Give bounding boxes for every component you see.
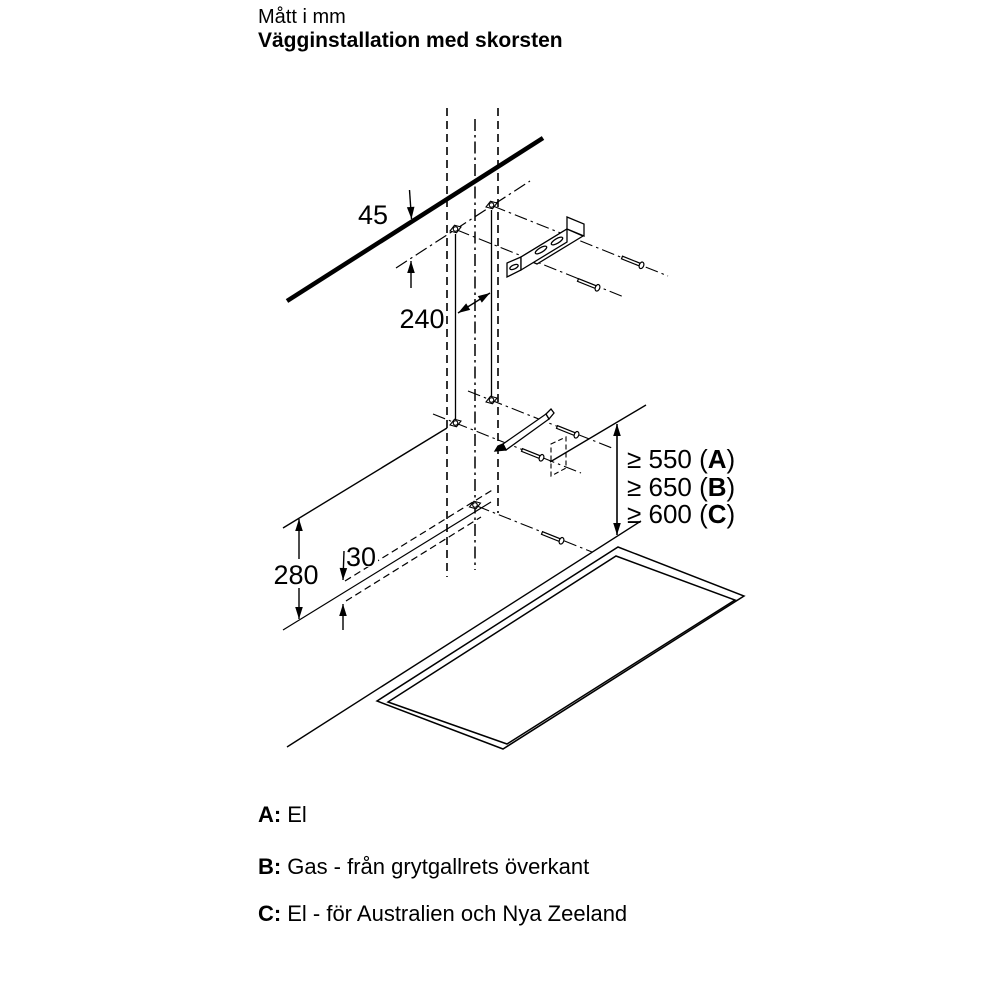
counter-line	[287, 521, 641, 747]
clearance-a-label: ≥ 550 (A)	[627, 444, 736, 474]
dimension-280	[271, 519, 322, 619]
dim-30-label: 30	[345, 542, 377, 572]
dim-240-label: 240	[399, 304, 445, 334]
units-note: Mått i mm	[258, 6, 346, 28]
legend-key-a: A:	[258, 802, 282, 827]
clearance-b-label: ≥ 650 (B)	[627, 472, 736, 502]
legend-text-c: El - för Australien och Nya Zeeland	[287, 901, 628, 926]
legend-item-a	[258, 802, 307, 828]
hood-edge-lines	[283, 428, 494, 630]
hood-bracket	[495, 409, 554, 451]
clearance-c-label: ≥ 600 (C)	[627, 499, 736, 529]
chimney-bracket	[507, 217, 584, 277]
legend-key-b: B:	[258, 854, 282, 879]
legend-item-b	[258, 854, 589, 880]
dimension-240	[399, 293, 490, 334]
dim-280-label: 280	[273, 560, 319, 590]
wall-marking-line	[287, 138, 543, 301]
drill-holes	[450, 201, 497, 509]
dimension-clearance	[617, 424, 735, 535]
dim-45-label: 45	[357, 200, 389, 230]
dimension-30	[343, 540, 378, 630]
legend-key-c: C:	[258, 901, 282, 926]
legend-text-a: El	[287, 802, 307, 827]
legend-text-b: Gas - från grytgallrets överkant	[287, 854, 590, 879]
upper-holes-centerline	[396, 181, 530, 268]
hob-outline	[377, 547, 744, 749]
legend-item-c	[258, 901, 627, 927]
page-title: Vägginstallation med skorsten	[258, 29, 563, 52]
